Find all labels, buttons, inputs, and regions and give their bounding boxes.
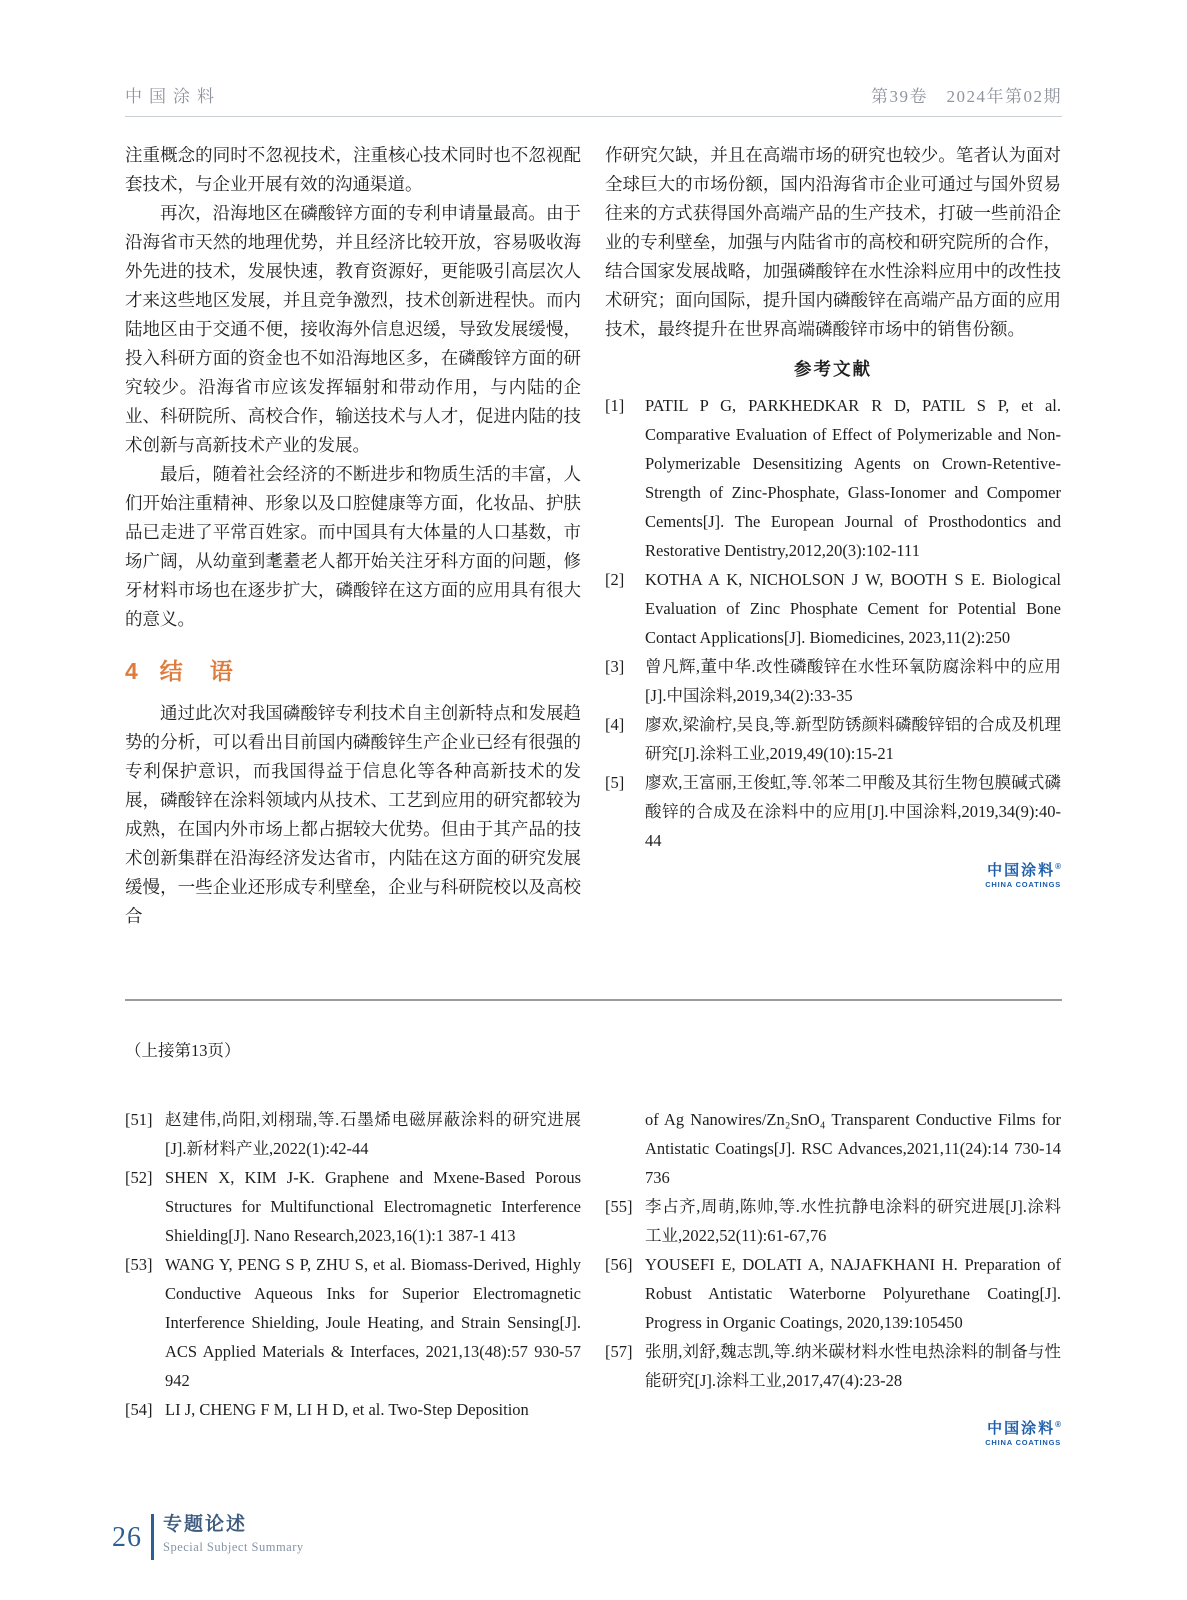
reference-text: 张朋,刘舒,魏志凯,等.纳米碳材料水性电热涂料的制备与性能研究[J].涂料工业,2017,47(4):23-28 xyxy=(645,1342,1061,1390)
reference-text: 廖欢,梁渝柠,吴良,等.新型防锈颜料磷酸锌铝的合成及机理研究[J].涂料工业,2019,49(10):15-21 xyxy=(645,715,1061,763)
reference-number: [4] xyxy=(605,715,625,734)
reference-number: [1] xyxy=(605,396,625,415)
reference-item xyxy=(605,768,1061,855)
section-number: 4 xyxy=(125,658,138,684)
china-coatings-logo xyxy=(605,863,1061,889)
reference-text: PATIL P G, PARKHEDKAR R D, PATIL S P, et al. Comparative Evaluation of Effect of Polymerizable and Non-Polymerizable Desensitizing Agents on Crown-Retentive-Strength of Zinc-Phosphate, Glass-Ionomer and Compomer Cements[J]. The European Journal of Prosthodontics and Restorative Dentistry,2012,20(3):102-111 xyxy=(645,396,1061,560)
page-number: 26 xyxy=(112,1522,142,1553)
reference-number: [56] xyxy=(605,1255,633,1274)
logo-text-cn: 中国涂料® xyxy=(987,1420,1061,1437)
registered-mark-icon: ® xyxy=(1055,1420,1061,1429)
reference-item xyxy=(605,710,1061,768)
article-body xyxy=(125,141,1062,987)
section-divider xyxy=(125,999,1062,1001)
right-column xyxy=(605,141,1061,987)
reference-text: SHEN X, KIM J-K. Graphene and Mxene-Based Porous Structures for Multifunctional Electromagnetic Interference Shielding[J]. Nano Research,2023,16(1):1 387-1 413 xyxy=(165,1168,581,1245)
continued-right-column xyxy=(605,1105,1061,1447)
reference-number: [3] xyxy=(605,657,625,676)
logo-text-en: CHINA COATINGS xyxy=(985,879,1061,889)
footer-divider-bar xyxy=(151,1514,154,1560)
page-footer xyxy=(112,1514,304,1560)
reference-item xyxy=(605,652,1061,710)
reference-item xyxy=(605,1337,1061,1395)
registered-mark-icon: ® xyxy=(1055,862,1061,871)
footer-column-subtitle: Special Subject Summary xyxy=(163,1539,304,1554)
body-paragraph: 作研究欠缺，并且在高端市场的研究也较少。笔者认为面对全球巨大的市场份额，国内沿海省市企业可通过与国外贸易往来的方式获得国外高端产品的生产技术，打破一些前沿企业的专利壁垒，加强与内陆省市的高校和研究院所的合作，结合国家发展战略，加强磷酸锌在水性涂料应用中的改性技术研究；面向国际，提升国内磷酸锌在高端产品方面的应用技术，最终提升在世界高端磷酸锌市场中的销售份额。 xyxy=(605,145,1061,339)
reference-text: LI J, CHENG F M, LI H D, et al. Two-Step Deposition xyxy=(165,1400,529,1419)
reference-number: [2] xyxy=(605,570,625,589)
reference-item xyxy=(605,1250,1061,1337)
reference-number: [52] xyxy=(125,1168,153,1187)
reference-number: [55] xyxy=(605,1197,633,1216)
reference-item xyxy=(125,1395,581,1424)
body-paragraph: 注重概念的同时不忽视技术，注重核心技术同时也不忽视配套技术，与企业开展有效的沟通渠道。 xyxy=(125,145,581,194)
reference-number: [57] xyxy=(605,1342,633,1361)
references-title: 参考文献 xyxy=(794,359,872,379)
reference-text: 曾凡辉,董中华.改性磷酸锌在水性环氧防腐涂料中的应用[J].中国涂料,2019,34(2):33-35 xyxy=(645,657,1061,705)
page-header xyxy=(125,0,1062,117)
continued-from-note: （上接第13页） xyxy=(125,1041,241,1060)
body-paragraph: 最后，随着社会经济的不断进步和物质生活的丰富，人们开始注重精神、形象以及口腔健康等方面，化妆品、护肤品已走进了平常百姓家。而中国具有大体量的人口基数，市场广阔，从幼童到耄耋老人都开始关注牙科方面的问题，修牙材料市场也在逐步扩大，磷酸锌在这方面的应用具有很大的意义。 xyxy=(125,464,581,629)
issue-info: 第39卷 2024年第02期 xyxy=(871,87,1062,106)
reference-text: KOTHA A K, NICHOLSON J W, BOOTH S E. Biological Evaluation of Zinc Phosphate Cement for Potential Bone Contact Applications[J]. Biomedicines, 2023,11(2):250 xyxy=(645,570,1061,647)
continued-references xyxy=(125,1105,1062,1447)
reference-text: WANG Y, PENG S P, ZHU S, et al. Biomass-Derived, Highly Conductive Aqueous Inks for Superior Electromagnetic Interference Shielding, Joule Heating, and Strain Sensing[J]. ACS Applied Materials & Interfaces, 2021,13(48):57 930-57 942 xyxy=(165,1255,581,1390)
reference-number: [53] xyxy=(125,1255,153,1274)
reference-text: YOUSEFI E, DOLATI A, NAJAFKHANI H. Preparation of Robust Antistatic Waterborne Polyurethane Coating[J]. Progress in Organic Coatings, 2020,139:105450 xyxy=(645,1255,1061,1332)
reference-item xyxy=(605,1192,1061,1250)
logo-text-cn: 中国涂料® xyxy=(987,862,1061,879)
reference-number: [5] xyxy=(605,773,625,792)
continued-left-column xyxy=(125,1105,581,1447)
reference-item xyxy=(605,565,1061,652)
reference-item xyxy=(125,1163,581,1250)
logo-text-en: CHINA COATINGS xyxy=(985,1437,1061,1447)
section-title: 结 语 xyxy=(159,658,235,684)
reference-text: of Ag Nanowires/Zn₂SnO₄ Transparent Conductive Films for Antistatic Coatings[J]. RSC Advances,2021,11(24):14 730-14 736 xyxy=(645,1110,1061,1187)
reference-item-continuation xyxy=(605,1105,1061,1192)
body-paragraph: 再次，沿海地区在磷酸锌方面的专利申请量最高。由于沿海省市天然的地理优势，并且经济比较开放，容易吸收海外先进的技术，发展快速，教育资源好，更能吸引高层次人才来这些地区发展，并且竞争激烈，技术创新进程快。而内陆地区由于交通不便，接收海外信息迟缓，导致发展缓慢，投入科研方面的资金也不如沿海地区多，在磷酸锌方面的研究较少。沿海省市应该发挥辐射和带动作用，与内陆的企业、科研院所、高校合作，输送技术与人才，促进内陆的技术创新与高新技术产业的发展。 xyxy=(125,203,581,455)
reference-text: 李占齐,周萌,陈帅,等.水性抗静电涂料的研究进展[J].涂料工业,2022,52(11):61-67,76 xyxy=(645,1197,1061,1245)
china-coatings-logo xyxy=(605,1421,1061,1447)
reference-item xyxy=(125,1105,581,1163)
section-heading-conclusion xyxy=(125,653,581,686)
journal-name: 中国涂料 xyxy=(125,87,221,106)
reference-item xyxy=(125,1250,581,1395)
reference-number xyxy=(605,1105,645,1192)
reference-item xyxy=(605,391,1061,565)
reference-text: 廖欢,王富丽,王俊虹,等.邻苯二甲酸及其衍生物包膜碱式磷酸锌的合成及在涂料中的应用[J].中国涂料,2019,34(9):40-44 xyxy=(645,773,1061,850)
reference-number: [51] xyxy=(125,1110,153,1129)
footer-column-title: 专题论述 xyxy=(163,1514,248,1535)
reference-number: [54] xyxy=(125,1400,153,1419)
reference-text: 赵建伟,尚阳,刘栩瑞,等.石墨烯电磁屏蔽涂料的研究进展[J].新材料产业,2022(1):42-44 xyxy=(165,1110,581,1158)
body-paragraph: 通过此次对我国磷酸锌专利技术自主创新特点和发展趋势的分析，可以看出目前国内磷酸锌生产企业已经有很强的专利保护意识，而我国得益于信息化等各种高新技术的发展，磷酸锌在涂料领域内从技术、工艺到应用的研究都较为成熟，在国内外市场上都占据较大优势。但由于其产品的技术创新集群在沿海经济发达省市，内陆在这方面的研究发展缓慢，一些企业还形成专利壁垒，企业与科研院校以及高校合 xyxy=(125,703,581,926)
left-column xyxy=(125,141,581,987)
